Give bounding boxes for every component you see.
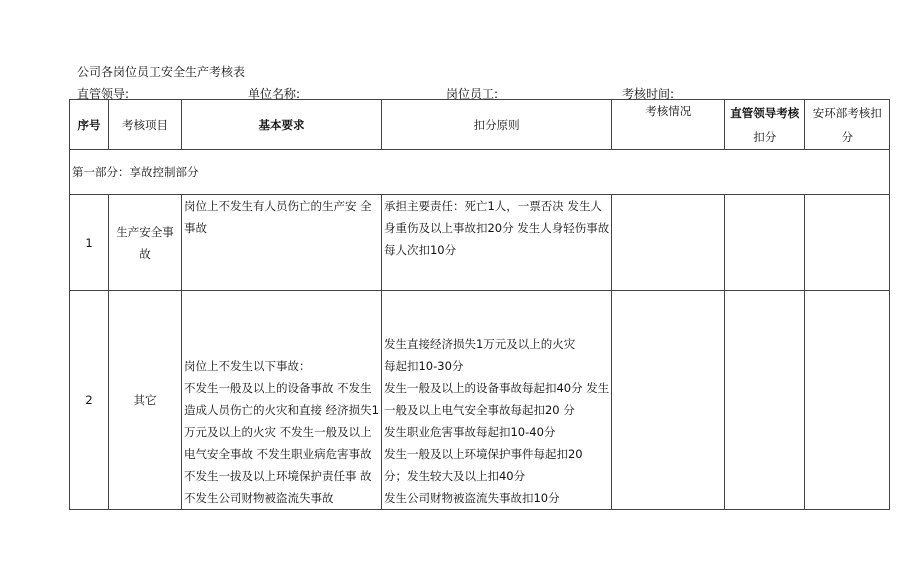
- row-deduction: [381, 195, 611, 291]
- requirement-line: 岗位上不发生以下事故：: [184, 359, 311, 373]
- requirement-line: 造成人员伤亡的火灾和直接 经济损失1: [184, 403, 379, 417]
- deduction-line: 每人次扣10分: [383, 243, 457, 257]
- header-leader-line1: 直管领导考核: [730, 105, 800, 120]
- row-deduction: [381, 291, 611, 510]
- header-leader-line2: 扣分: [753, 129, 777, 144]
- deduction-line: 发生公司财物被盗流失事故扣10分: [383, 491, 560, 505]
- field-employee: 岗位员工:: [446, 87, 499, 101]
- cell-env-deduction[interactable]: [805, 195, 890, 291]
- cell-status[interactable]: [612, 195, 725, 291]
- deduction-line: 分；发生较大及以上扣40分: [383, 469, 526, 483]
- deduction-line: 发生一般及以上的设备事故每起扣40分 发生: [383, 381, 610, 395]
- row-no: 1: [70, 195, 109, 291]
- field-leader: 直管领导:: [77, 87, 130, 101]
- header-row: [70, 100, 890, 150]
- deduction-line: 承担主要责任：死亡1人，一票否决 发生人: [383, 199, 602, 213]
- section-title: 第一部分：享故控制部分: [70, 150, 890, 195]
- requirement-line: 不发生公司财物被盗流失事故: [184, 491, 334, 505]
- header-env-line2: 分: [841, 129, 854, 144]
- deduction-line: 发生职业危害事故每起扣10-40分: [383, 425, 556, 439]
- requirement-line: 事故: [184, 221, 207, 235]
- cell-env-deduction[interactable]: [805, 291, 890, 510]
- section-row: [70, 150, 890, 195]
- header-item: 考核项目: [109, 100, 182, 150]
- row-no: 2: [70, 291, 109, 510]
- requirement-line: 不发生一般及以上的设备事故 不发生: [184, 381, 372, 395]
- table-row: [70, 291, 890, 510]
- row-item: 生产安全事故: [109, 195, 182, 291]
- cell-status[interactable]: [612, 291, 725, 510]
- deduction-line: 发生一般及以上环境保护事件每起扣20: [383, 447, 583, 461]
- cell-leader-deduction[interactable]: [725, 195, 805, 291]
- header-env-line1: 安环部考核扣: [812, 105, 882, 120]
- deduction-line: 身重伤及以上事故扣20分 发生人身轻伤事故: [383, 221, 610, 235]
- field-unit: 单位名称:: [248, 87, 301, 101]
- deduction-line: 发生直接经济损失1万元及以上的火灾: [383, 337, 576, 351]
- requirement-line: 不发生一拔及以上环境保护责任事 故: [184, 469, 372, 483]
- header-leader-deduction: [725, 100, 805, 150]
- requirement-line: 万元及以上的火灾 不发生一般及以上: [184, 425, 372, 439]
- header-env-deduction: [805, 100, 890, 150]
- assessment-table: [69, 99, 890, 510]
- requirement-line: 电气安全事故 不发生职业病危害事故: [184, 447, 372, 461]
- document-title: 公司各岗位员工安全生产考核表: [77, 65, 246, 79]
- table-row: [70, 195, 890, 291]
- requirement-line: 岗位上不发生有人员伤亡的生产安 全: [184, 199, 372, 213]
- field-time: 考核时间:: [622, 87, 675, 101]
- deduction-line: 一般及以上电气安全事故每起扣20 分: [383, 403, 575, 417]
- header-no: 序号: [70, 100, 109, 150]
- header-requirement: 基本要求: [182, 100, 382, 150]
- row-requirement: [182, 291, 382, 510]
- row-requirement: [182, 195, 382, 291]
- row-item: 其它: [109, 291, 182, 510]
- header-deduction: 扣分原则: [381, 100, 611, 150]
- deduction-line: 每起扣10-30分: [383, 359, 464, 373]
- cell-leader-deduction[interactable]: [725, 291, 805, 510]
- header-status: 考核情况: [612, 100, 725, 150]
